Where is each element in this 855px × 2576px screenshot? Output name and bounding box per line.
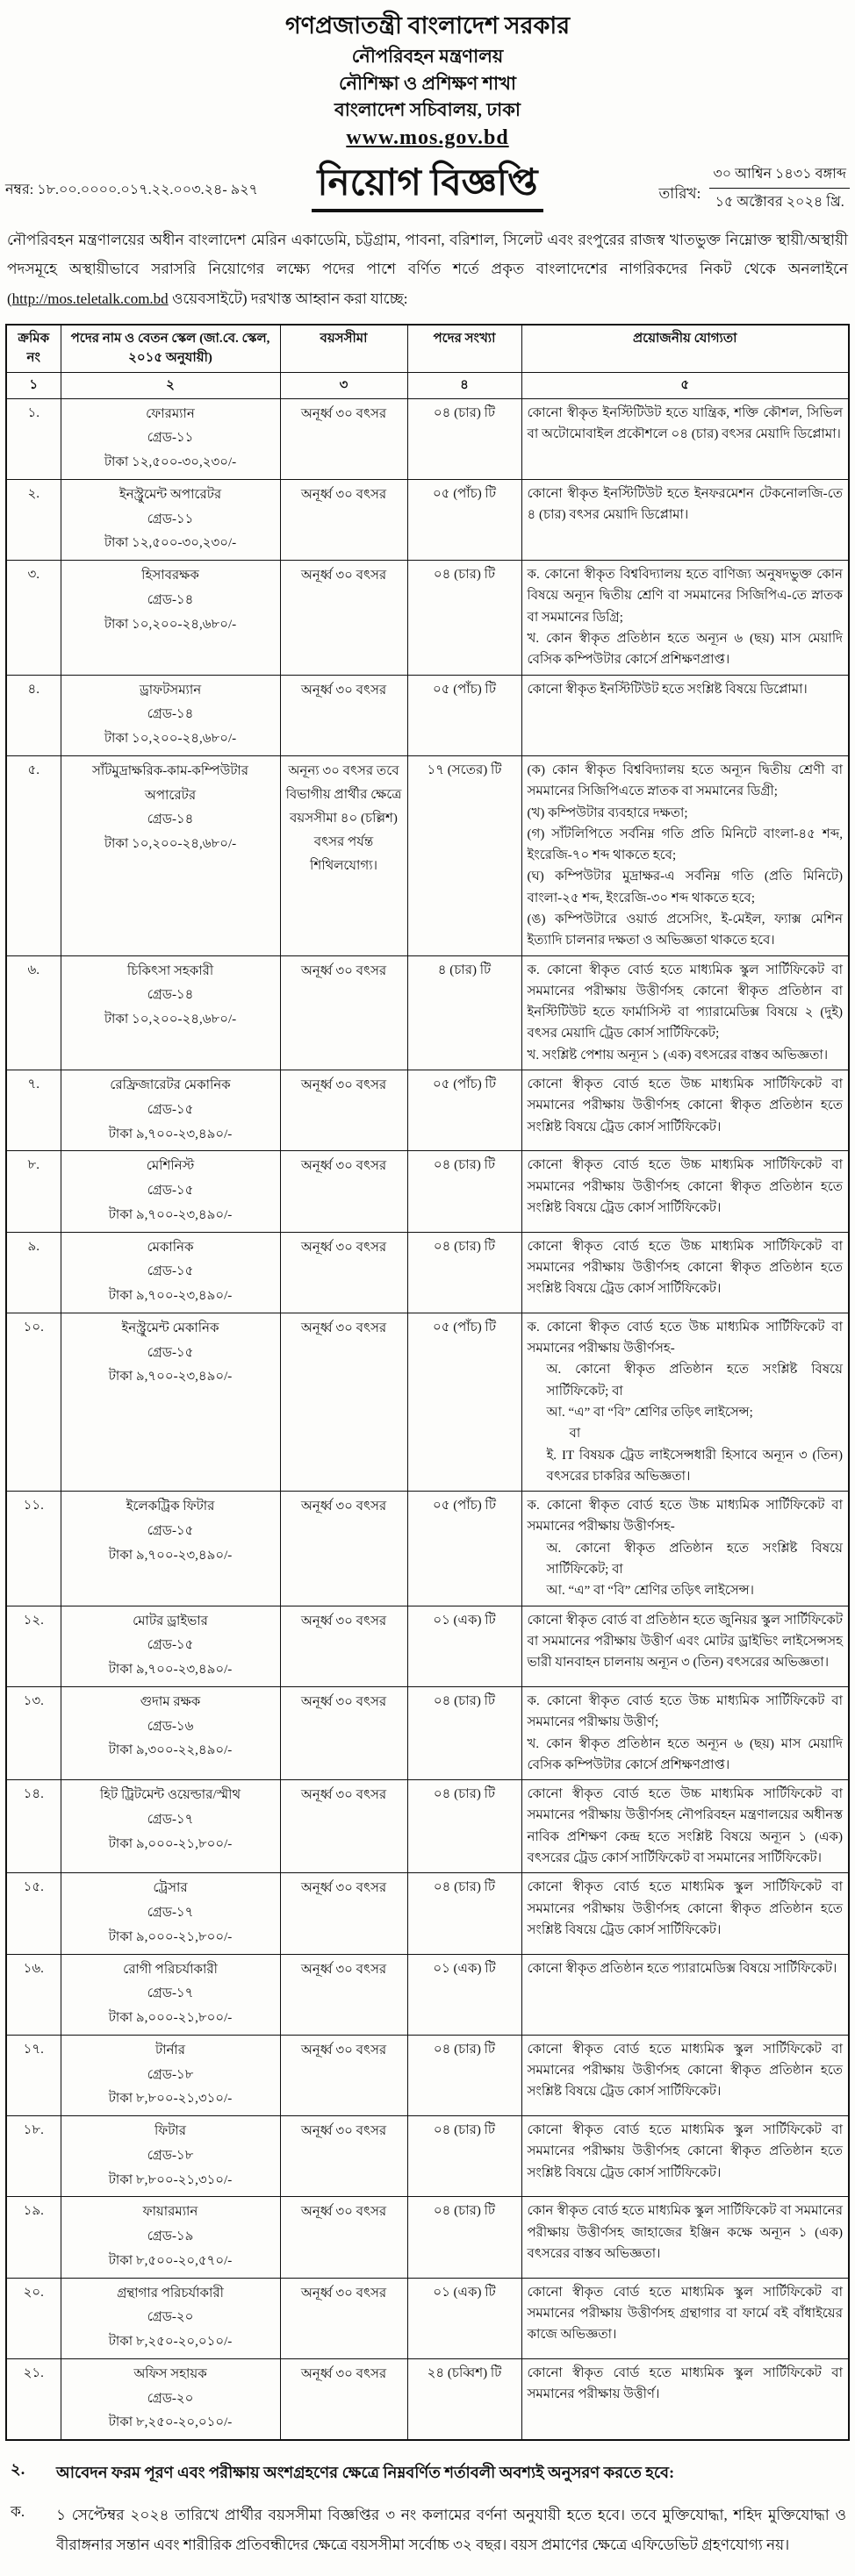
- age-limit-cell: অনূর্ধ্ব ৩০ বৎসর: [280, 2116, 407, 2197]
- vacancy-count-cell: ০৪ (চার) টি: [407, 1780, 521, 1873]
- vacancy-count-cell: ০৫ (পাঁচ) টি: [407, 1313, 521, 1491]
- age-limit-cell: অনূর্ধ্ব ৩০ বৎসর: [280, 1606, 407, 1686]
- qualification-cell: কোনো স্বীকৃত বোর্ড বা প্রতিষ্ঠান হতে জুনিয়র স্কুল সার্টিফিকেট বা সমমানের পরীক্ষায় উত্তীর্ণ এবং মোটর ড্রাইভিং লাইসেন্সসহ ভারী যানবাহন চালনায় অন্যূন ৩ (তিন) বৎসরের অভিজ্ঞতা।: [521, 1606, 849, 1686]
- post-name-cell: ফোরম্যান গ্রেড-১১ টাকা ১২,৫০০-৩০,২৩০/-: [61, 398, 280, 479]
- age-limit-cell: অনূর্ধ্ব ৩০ বৎসর: [280, 2035, 407, 2115]
- qualification-cell: (ক) কোন স্বীকৃত বিশ্ববিদ্যালয় হতে অন্যূন দ্বিতীয় শ্রেণী বা সমমানের সিজিপিএতে স্নাতক বা সমমানের ডিগ্রী; (খ) কম্পিউটার ব্যবহারে দক্ষতা; (গ) সাঁটলিপিতে সর্বনিম্ন গতি প্রতি মিনিটে বাংলা-৪৫ শব্দ, ইংরেজি-৭০ শব্দ থাকতে হবে; (ঘ) কম্পিউটার মুদ্রাক্ষর-এ সর্বনিম্ন গতি (প্রতি মিনিটে) বাংলা-২৫ শব্দ, ইংরেজি-৩০ শব্দ থাকতে হবে; (ঙ) কম্পিউটারে ওয়ার্ড প্রসেসিং, ই-মেইল, ফ্যাক্স মেশিন ইত্যাদি চালনার দক্ষতা ও অভিজ্ঞতা থাকতে হবে।: [521, 755, 849, 955]
- serial-cell: ৫.: [6, 755, 61, 955]
- vacancy-count-cell: ০৪ (চার) টি: [407, 1151, 521, 1232]
- post-name-cell: মেশিনিস্ট গ্রেড-১৫ টাকা ৯,৭০০-২৩,৪৯০/-: [61, 1151, 280, 1232]
- age-limit-cell: অনূর্ধ্ব ৩০ বৎসর: [280, 1151, 407, 1232]
- branch-name: নৌশিক্ষা ও প্রশিক্ষণ শাখা: [338, 72, 517, 94]
- age-limit-cell: অনূর্ধ্ব ৩০ বৎসর: [280, 675, 407, 755]
- qualification-cell: কোনো স্বীকৃত বোর্ড হতে উচ্চ মাধ্যমিক সার্টিফিকেট বা সমমানের পরীক্ষায় উত্তীর্ণসহ কোনো স্বীকৃত প্রতিষ্ঠান হতে সংশ্লিষ্ট বিষয়ে ট্রেড কোর্স সার্টিফিকেট।: [521, 1232, 849, 1313]
- post-name-cell: ট্রেসার গ্রেড-১৭ টাকা ৯,০০০-২১,৮০০/-: [61, 1873, 280, 1954]
- age-limit-cell: অনূর্ধ্ব ৩০ বৎসর: [280, 2278, 407, 2358]
- age-limit-cell: অনূর্ধ্ব ৩০ বৎসর: [280, 479, 407, 560]
- qualification-cell: কোনো স্বীকৃত ইনস্টিটিউট হতে যান্ত্রিক, শক্তি কৌশল, সিভিল বা অটোমোবাইল প্রকৌশলে ০৪ (চার) বৎসর মেয়াদি ডিপ্লোমা।: [521, 398, 849, 479]
- table-row: [6, 1954, 849, 2035]
- serial-cell: ১৩.: [6, 1686, 61, 1779]
- age-limit-cell: অনূর্ধ্ব ৩০ বৎসর: [280, 1873, 407, 1954]
- post-name-cell: ইনস্ট্রুমেন্ট মেকানিক গ্রেড-১৫ টাকা ৯,৭০০-২৩,৪৯০/-: [61, 1313, 280, 1491]
- serial-cell: ১৫.: [6, 1873, 61, 1954]
- table-row: [6, 1780, 849, 1873]
- vacancy-count-cell: ০৫ (পাঁচ) টি: [407, 1070, 521, 1151]
- column-number: ২: [61, 372, 280, 398]
- page-title: নিয়োগ বিজ্ঞপ্তি: [312, 162, 542, 211]
- date-bangla: ৩০ আশ্বিন ১৪৩১ বঙ্গাব্দ: [709, 164, 850, 189]
- age-limit-cell: অনূর্ধ্ব ৩০ বৎসর: [280, 1954, 407, 2035]
- vacancy-count-cell: ০১ (এক) টি: [407, 1606, 521, 1686]
- serial-cell: ১২.: [6, 1606, 61, 1686]
- conditions-heading-row: [5, 2457, 850, 2488]
- post-name-cell: চিকিৎসা সহকারী গ্রেড-১৪ টাকা ১০,২০০-২৪,৬৮০/-: [61, 955, 280, 1070]
- post-name-cell: রেফ্রিজারেটর মেকানিক গ্রেড-১৫ টাকা ৯,৭০০-২৩,৪৯০/-: [61, 1070, 280, 1151]
- vacancy-count-cell: ৪ (চার) টি: [407, 955, 521, 1070]
- serial-cell: ৯.: [6, 1232, 61, 1313]
- post-name-cell: ইলেকট্রিক ফিটার গ্রেড-১৫ টাকা ৯,৭০০-২৩,৪৯০/-: [61, 1492, 280, 1606]
- vacancy-count-cell: ০১ (এক) টি: [407, 1954, 521, 2035]
- post-name-cell: হিসাবরক্ষক গ্রেড-১৪ টাকা ১০,২০০-২৪,৬৮০/-: [61, 561, 280, 675]
- vacancy-count-cell: ০৪ (চার) টি: [407, 561, 521, 675]
- date-gregorian: ১৫ অক্টোবর ২০২৪ খ্রি.: [715, 195, 844, 211]
- age-limit-cell: অনূর্ধ্ব ৩০ বৎসর: [280, 398, 407, 479]
- qualification-cell: কোন স্বীকৃত বোর্ড হতে মাধ্যমিক স্কুল সার্টিফিকেট বা সমমানের পরীক্ষায় উত্তীর্ণসহ জাহাজের ইঞ্জিন কক্ষে অন্যূন ১ (এক) বৎসরের বাস্তব অভিজ্ঞতা।: [521, 2197, 849, 2278]
- column-number: ৩: [280, 372, 407, 398]
- qualification-cell: কোনো স্বীকৃত বোর্ড হতে মাধ্যমিক স্কুল সার্টিফিকেট বা সমমানের পরীক্ষায় উত্তীর্ণসহ কোনো স্বীকৃত প্রতিষ্ঠান হতে সংশ্লিষ্ট বিষয়ে ট্রেড কোর্স সার্টিফিকেট।: [521, 2116, 849, 2197]
- post-name-cell: সাঁটমুদ্রাক্ষরিক-কাম-কম্পিউটার অপারেটর গ্রেড-১৪ টাকা ১০,২০০-২৪,৬৮০/-: [61, 755, 280, 955]
- post-name-cell: অফিস সহায়ক গ্রেড-২০ টাকা ৮,২৫০-২০,০১০/-: [61, 2358, 280, 2440]
- table-row: [6, 2116, 849, 2197]
- table-row: [6, 2358, 849, 2440]
- qualification-cell: ক. কোনো স্বীকৃত বোর্ড হতে উচ্চ মাধ্যমিক সার্টিফিকেট বা সমমানের পরীক্ষায় উত্তীর্ণ; খ. কোন স্বীকৃত প্রতিষ্ঠান হতে অন্যূন ৬ (ছয়) মাস মেয়াদি বেসিক কম্পিউটার কোর্সে প্রশিক্ষণপ্রাপ্ত।: [521, 1686, 849, 1779]
- section-2-heading: আবেদন ফরম পূরণ এবং পরীক্ষায় অংশগ্রহণের ক্ষেত্রে নিম্নবর্ণিত শর্তাবলী অবশ্যই অনুসরণ করতে হবে:: [56, 2464, 675, 2482]
- positions-table-header: [6, 325, 849, 399]
- qualification-cell: কোনো স্বীকৃত বোর্ড হতে মাধ্যমিক স্কুল সার্টিফিকেট বা সমমানের পরীক্ষায় উত্তীর্ণসহ কোনো স্বীকৃত প্রতিষ্ঠান হতে সংশ্লিষ্ট বিষয়ে ট্রেড কোর্স সার্টিফিকেট।: [521, 1873, 849, 1954]
- table-row: [6, 2035, 849, 2115]
- post-name-cell: রোগী পরিচর্যাকারী গ্রেড-১৭ টাকা ৯,০০০-২১,৮০০/-: [61, 1954, 280, 2035]
- column-number: ১: [6, 372, 61, 398]
- serial-cell: ১৪.: [6, 1780, 61, 1873]
- vacancy-count-cell: ০৪ (চার) টি: [407, 398, 521, 479]
- post-name-cell: মেকানিক গ্রেড-১৫ টাকা ৯,৭০০-২৩,৪৯০/-: [61, 1232, 280, 1313]
- table-row: [6, 1070, 849, 1151]
- age-limit-cell: অনূর্ধ্ব ৩০ বৎসর: [280, 1313, 407, 1491]
- clause-ka-label: ক.: [11, 2503, 25, 2521]
- date-block: [543, 162, 850, 213]
- vacancy-count-cell: ০৪ (চার) টি: [407, 2197, 521, 2278]
- column-number: ৪: [407, 372, 521, 398]
- serial-cell: ৬.: [6, 955, 61, 1070]
- table-row: [6, 955, 849, 1070]
- government-name: গণপ্রজাতন্ত্রী বাংলাদেশ সরকার: [284, 12, 571, 39]
- table-row: [6, 1492, 849, 1606]
- post-name-cell: হিট ট্রিটমেন্ট ওয়েল্ডার/স্মীথ গ্রেড-১৭ টাকা ৯,০০০-২১,৮০০/-: [61, 1780, 280, 1873]
- col-header-count: পদের সংখ্যা: [407, 325, 521, 373]
- intro-text-pre: নৌপরিবহন মন্ত্রণালয়ের অধীন বাংলাদেশ মেরিন একাডেমি, চট্টগ্রাম, পাবনা, বরিশাল, সিলেট এবং রংপুরের রাজস্ব খাতভুক্ত নিম্নোক্ত স্থায়ী/অস্থায়ী পদসমূহে অস্থায়ীভাবে সরাসরি নিয়োগের লক্ষ্যে পদের পাশে বর্ণিত শর্তে প্রকৃত বাংলাদেশের নাগরিকদের নিকট থেকে অনলাইনে (: [7, 232, 848, 307]
- post-name-cell: গুদাম রক্ষক গ্রেড-১৬ টাকা ৯,৩০০-২২,৪৯০/-: [61, 1686, 280, 1779]
- vacancy-count-cell: ০১ (এক) টি: [407, 2278, 521, 2358]
- qualification-cell: কোনো স্বীকৃত বোর্ড হতে মাধ্যমিক স্কুল সার্টিফিকেট বা সমমানের পরীক্ষায় উত্তীর্ণ।: [521, 2358, 849, 2440]
- table-row: [6, 1686, 849, 1779]
- serial-cell: ১১.: [6, 1492, 61, 1606]
- serial-cell: ১৭.: [6, 2035, 61, 2115]
- qualification-cell: ক. কোনো স্বীকৃত বোর্ড হতে উচ্চ মাধ্যমিক সার্টিফিকেট বা সমমানের পরীক্ষায় উত্তীর্ণসহ- অ. কোনো স্বীকৃত প্রতিষ্ঠান হতে সংশ্লিষ্ট বিষয়ে সার্টিফিকেট; বা আ. “এ” বা “বি” শ্রেণির তড়িৎ লাইসেন্স; বা ই. IT বিষয়ক ট্রেড লাইসেন্সধারী হিসাবে অন্যূন ৩ (তিন) বৎসরের চাকরির অভিজ্ঞতা।: [521, 1313, 849, 1491]
- vacancy-count-cell: ০৫ (পাঁচ) টি: [407, 1492, 521, 1606]
- serial-cell: ১৮.: [6, 2116, 61, 2197]
- vacancy-count-cell: ২৪ (চব্বিশ) টি: [407, 2358, 521, 2440]
- serial-cell: ৮.: [6, 1151, 61, 1232]
- section-2-number: ২.: [11, 2460, 25, 2479]
- post-name-cell: ড্রাফটসম্যান গ্রেড-১৪ টাকা ১০,২০০-২৪,৬৮০/-: [61, 675, 280, 755]
- letterhead: [5, 9, 850, 154]
- serial-cell: ২০.: [6, 2278, 61, 2358]
- table-row: [6, 675, 849, 755]
- qualification-cell: কোনো স্বীকৃত বোর্ড হতে মাধ্যমিক স্কুল সার্টিফিকেট বা সমমানের পরীক্ষায় উত্তীর্ণসহ গ্রন্থাগার বা ফার্মে বই বাঁধাইয়ের কাজে অভিজ্ঞতা।: [521, 2278, 849, 2358]
- serial-cell: ১.: [6, 398, 61, 479]
- age-limit-cell: অনূন্য ৩০ বৎসর তবে বিভাগীয় প্রার্থীর ক্ষেত্রে বয়সসীমা ৪০ (চল্লিশ) বৎসর পর্যন্ত শিথিলযোগ্য।: [280, 755, 407, 955]
- serial-cell: ৪.: [6, 675, 61, 755]
- age-limit-cell: অনূর্ধ্ব ৩০ বৎসর: [280, 1492, 407, 1606]
- vacancy-count-cell: ০৪ (চার) টি: [407, 2035, 521, 2115]
- qualification-cell: কোনো স্বীকৃত বোর্ড হতে উচ্চ মাধ্যমিক সার্টিফিকেট বা সমমানের পরীক্ষায় উত্তীর্ণসহ কোনো স্বীকৃত প্রতিষ্ঠান হতে সংশ্লিষ্ট বিষয়ে ট্রেড কোর্স সার্টিফিকেট।: [521, 1070, 849, 1151]
- col-header-post: পদের নাম ও বেতন স্কেল (জা.বে. স্কেল, ২০১৫ অনুযায়ী): [61, 325, 280, 373]
- date-label: তারিখ:: [658, 185, 701, 203]
- serial-cell: ১৯.: [6, 2197, 61, 2278]
- table-row: [6, 1873, 849, 1954]
- ministry-name: নৌপরিবহন মন্ত্রণালয়: [351, 46, 504, 68]
- age-limit-cell: অনূর্ধ্ব ৩০ বৎসর: [280, 955, 407, 1070]
- vacancy-count-cell: ০৫ (পাঁচ) টি: [407, 479, 521, 560]
- vacancy-count-cell: ০৪ (চার) টি: [407, 1686, 521, 1779]
- memo-row: [5, 162, 850, 213]
- serial-cell: ২১.: [6, 2358, 61, 2440]
- qualification-cell: ক. কোনো স্বীকৃত বোর্ড হতে উচ্চ মাধ্যমিক সার্টিফিকেট বা সমমানের পরীক্ষায় উত্তীর্ণসহ- অ. কোনো স্বীকৃত প্রতিষ্ঠান হতে সংশ্লিষ্ট বিষয়ে সার্টিফিকেট; বা আ. “এ” বা “বি” শ্রেণির তড়িৎ লাইসেন্স।: [521, 1492, 849, 1606]
- serial-cell: ৭.: [6, 1070, 61, 1151]
- positions-table-body: [6, 398, 849, 2440]
- age-limit-cell: অনূর্ধ্ব ৩০ বৎসর: [280, 1780, 407, 1873]
- table-row: [6, 398, 849, 479]
- post-name-cell: মোটর ড্রাইভার গ্রেড-১৫ টাকা ৯,৭০০-২৩,৪৯০/-: [61, 1606, 280, 1686]
- serial-cell: ১৬.: [6, 1954, 61, 2035]
- post-name-cell: গ্রন্থাগার পরিচর্যাকারী গ্রেড-২০ টাকা ৮,২৫০-২০,০১০/-: [61, 2278, 280, 2358]
- memo-number: নম্বর: ১৮.০০.০০০০.০১৭.২২.০০৩.২৪- ৯২৭: [5, 182, 258, 198]
- clause-ka-row: [5, 2501, 850, 2560]
- table-row: [6, 1151, 849, 1232]
- table-row: [6, 479, 849, 560]
- table-row: [6, 1313, 849, 1491]
- qualification-cell: ক. কোনো স্বীকৃত বোর্ড হতে মাধ্যমিক স্কুল সার্টিফিকেট বা সমমানের পরীক্ষায় উত্তীর্ণসহ কোনো স্বীকৃত প্রতিষ্ঠান বা ইনস্টিটিউট হতে ফার্মাসিস্ট বা প্যারামেডিক্স বিষয়ে ২ (দুই) বৎসর মেয়াদি ট্রেড কোর্স সার্টিফিকেট; খ. সংশ্লিষ্ট পেশায় অন্যূন ১ (এক) বৎসরের বাস্তব অভিজ্ঞতা।: [521, 955, 849, 1070]
- qualification-cell: কোনো স্বীকৃত প্রতিষ্ঠান হতে প্যারামেডিক্স বিষয়ে সার্টিফিকেট।: [521, 1954, 849, 2035]
- age-limit-cell: অনূর্ধ্ব ৩০ বৎসর: [280, 561, 407, 675]
- table-row: [6, 2197, 849, 2278]
- qualification-cell: ক. কোনো স্বীকৃত বিশ্ববিদ্যালয় হতে বাণিজ্য অনুষদভুক্ত কোন বিষয়ে অন্যূন দ্বিতীয় শ্রেণি বা সমমানের সিজিপিএ-তে স্নাতক বা সমমানের ডিগ্রি; খ. কোন স্বীকৃত প্রতিষ্ঠান হতে অন্যূন ৬ (ছয়) মাস মেয়াদি বেসিক কম্পিউটার কোর্সে প্রশিক্ষণপ্রাপ্ত।: [521, 561, 849, 675]
- ministry-website-link[interactable]: www.mos.gov.bd: [346, 126, 509, 150]
- age-limit-cell: অনূর্ধ্ব ৩০ বৎসর: [280, 2197, 407, 2278]
- column-number: ৫: [521, 372, 849, 398]
- age-limit-cell: অনূর্ধ্ব ৩০ বৎসর: [280, 2358, 407, 2440]
- qualification-cell: কোনো স্বীকৃত বোর্ড হতে উচ্চ মাধ্যমিক সার্টিফিকেট বা সমমানের পরীক্ষায় উত্তীর্ণসহ নৌপরিবহন মন্ত্রণালয়ের অধীনস্ত নাবিক প্রশিক্ষণ কেন্দ্র হতে সংশ্লিষ্ট বিষয়ে অন্যূন ১ (এক) বৎসরের ট্রেড কোর্স সার্টিফিকেট বা সমমানের সার্টিফিকেট।: [521, 1780, 849, 1873]
- vacancy-count-cell: ০৫ (পাঁচ) টি: [407, 675, 521, 755]
- serial-cell: ১০.: [6, 1313, 61, 1491]
- clause-ka-text: ১ সেপ্টেম্বর ২০২৪ তারিখে প্রার্থীর বয়সসীমা বিজ্ঞপ্তির ৩ নং কলামের বর্ণনা অনুযায়ী হতে হবে। তবে মুক্তিযোদ্ধা, শহিদ মুক্তিযোদ্ধা ও বীরাঙ্গনার সন্তান এবং শারীরিক প্রতিবন্ধীদের ক্ষেত্রে বয়সসীমা সর্বোচ্চ ৩২ বছর। বয়স প্রমাণের ক্ষেত্রে এফিডেভিট গ্রহণযোগ্য নয়।: [56, 2507, 846, 2554]
- age-limit-cell: অনূর্ধ্ব ৩০ বৎসর: [280, 1686, 407, 1779]
- header-row: [6, 325, 849, 373]
- serial-cell: ৩.: [6, 561, 61, 675]
- conditions-section: [5, 2457, 850, 2560]
- application-website-link[interactable]: http://mos.teletalk.com.bd: [11, 290, 169, 307]
- column-number-row: [6, 372, 849, 398]
- vacancy-count-cell: ০৪ (চার) টি: [407, 2116, 521, 2197]
- qualification-cell: কোনো স্বীকৃত ইনস্টিটিউট হতে ইনফরমেশন টেকনোলজি-তে ৪ (চার) বৎসর মেয়াদি ডিপ্লোমা।: [521, 479, 849, 560]
- age-limit-cell: অনূর্ধ্ব ৩০ বৎসর: [280, 1232, 407, 1313]
- table-row: [6, 561, 849, 675]
- table-row: [6, 2278, 849, 2358]
- col-header-qualification: প্রয়োজনীয় যোগ্যতা: [521, 325, 849, 373]
- qualification-cell: কোনো স্বীকৃত ইনস্টিটিউট হতে সংশ্লিষ্ট বিষয়ে ডিপ্লোমা।: [521, 675, 849, 755]
- vacancy-count-cell: ০৪ (চার) টি: [407, 1232, 521, 1313]
- serial-cell: ২.: [6, 479, 61, 560]
- qualification-cell: কোনো স্বীকৃত বোর্ড হতে উচ্চ মাধ্যমিক সার্টিফিকেট বা সমমানের পরীক্ষায় উত্তীর্ণসহ কোনো স্বীকৃত প্রতিষ্ঠান হতে সংশ্লিষ্ট বিষয়ে ট্রেড কোর্স সার্টিফিকেট।: [521, 1151, 849, 1232]
- vacancy-count-cell: ১৭ (সতের) টি: [407, 755, 521, 955]
- post-name-cell: ফিটার গ্রেড-১৮ টাকা ৮,৮০০-২১,৩১০/-: [61, 2116, 280, 2197]
- table-row: [6, 755, 849, 955]
- qualification-cell: কোনো স্বীকৃত বোর্ড হতে মাধ্যমিক স্কুল সার্টিফিকেট বা সমমানের পরীক্ষায় উত্তীর্ণসহ কোনো স্বীকৃত প্রতিষ্ঠান হতে সংশ্লিষ্ট বিষয়ে ট্রেড কোর্স সার্টিফিকেট।: [521, 2035, 849, 2115]
- table-row: [6, 1606, 849, 1686]
- intro-paragraph: [7, 225, 848, 312]
- intro-text-post: ওয়েবসাইটে) দরখাস্ত আহ্বান করা যাচ্ছে:: [168, 290, 408, 307]
- col-header-serial: ক্রমিক নং: [6, 325, 61, 373]
- post-name-cell: ইনস্ট্রুমেন্ট অপারেটর গ্রেড-১১ টাকা ১২,৫০০-৩০,২৩০/-: [61, 479, 280, 560]
- positions-table: [5, 324, 850, 2441]
- vacancy-count-cell: ০৪ (চার) টি: [407, 1873, 521, 1954]
- age-limit-cell: অনূর্ধ্ব ৩০ বৎসর: [280, 1070, 407, 1151]
- secretariat-name: বাংলাদেশ সচিবালয়, ঢাকা: [334, 99, 521, 121]
- table-row: [6, 1232, 849, 1313]
- post-name-cell: ফায়ারম্যান গ্রেড-১৯ টাকা ৮,৫০০-২০,৫৭০/-: [61, 2197, 280, 2278]
- post-name-cell: টার্নার গ্রেড-১৮ টাকা ৮,৮০০-২১,৩১০/-: [61, 2035, 280, 2115]
- col-header-age: বয়সসীমা: [280, 325, 407, 373]
